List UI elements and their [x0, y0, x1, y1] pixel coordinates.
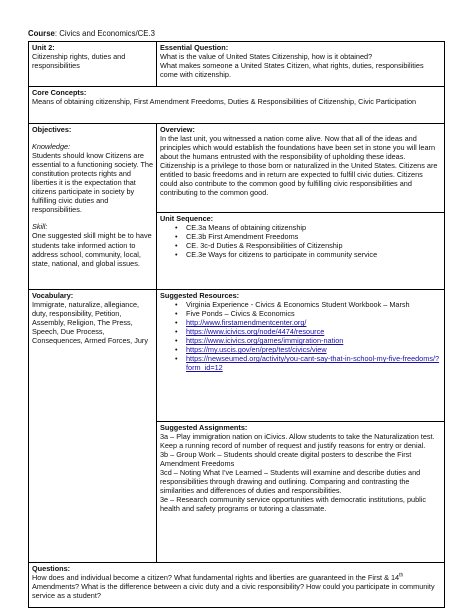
questions-text: How does and individual become a citizen? What fundamental rights and liberties are guaranteed in the First & 14th Amendments? What is the difference between a civic duty and a civic responsibility? How could you participate in community service as a student?: [32, 572, 435, 601]
objectives-cell: [29, 124, 157, 290]
core-concepts-row: [29, 87, 445, 124]
resource-link[interactable]: https://www.icivics.org/node/4474/resource: [186, 327, 325, 337]
course-line: [28, 29, 155, 39]
resources-cell: [157, 290, 445, 422]
bullet-icon: •: [175, 336, 178, 346]
unit-sequence-item: • CE. 3c-d Duties & Responsibilities of Citizenship: [175, 241, 343, 251]
bullet-icon: •: [175, 327, 178, 337]
resource-item: [160, 336, 441, 345]
knowledge-text: Students should know Citizens are essential to a functioning society. The constitution protects rights and liberties it is the expectation that citizens participate in society by fulfilling civic duties and responsibilities.: [32, 151, 154, 215]
bullet-icon: •: [175, 300, 178, 310]
bullet-icon: •: [175, 309, 178, 319]
overview-heading: Overview:: [160, 125, 195, 134]
unit-sequence-cell: [157, 213, 445, 290]
resource-item: [160, 354, 441, 372]
vocabulary-heading: Vocabulary:: [32, 291, 74, 300]
unit-sequence-heading: Unit Sequence:: [160, 214, 214, 223]
bullet-icon: •: [175, 223, 178, 233]
skill-text: One suggested skill might be to have students take informed action to address school, community, local, state, national, and global issues.: [32, 231, 152, 268]
assignments-heading: Suggested Assignments:: [160, 423, 248, 432]
unit-sequence-item: • CE.3e Ways for citizens to participate in community service: [175, 250, 378, 260]
unit-title: Citizenship rights, duties and responsibilities: [32, 52, 126, 71]
unit-sequence-item: • CE.3a Means of obtaining citizenship: [175, 223, 307, 233]
core-concepts-cell: [29, 87, 445, 124]
objectives-overview-row: [29, 124, 445, 213]
bullet-icon: •: [175, 354, 178, 364]
course-value: : Civics and Economics/CE.3: [54, 29, 155, 38]
resources-list: [160, 300, 441, 372]
resource-link[interactable]: http://www.firstamendmentcenter.org/: [186, 318, 307, 328]
unit-heading: Unit 2:: [32, 43, 55, 52]
questions-row: [29, 563, 445, 608]
assignment-3e: 3e – Research community service opportunities with democratic institutions, public health and safety programs or tutoring a classmate.: [160, 495, 427, 514]
unit-row: [29, 42, 445, 87]
assignment-3cd: 3cd – Noting What I've Learned – Students will examine and describe duties and responsibilities through drawing and outlining. Comparing and contrasting the similarities and differences of duties and responsibilities.: [160, 468, 421, 496]
bullet-icon: •: [175, 345, 178, 355]
assignment-3a: 3a – Play immigration nation on iCivics. Allow students to take the Naturalization test. Keep a running record of number of request and justify reasons for entry or denial.: [160, 432, 435, 451]
questions-cell: [29, 563, 445, 608]
core-concepts-text: Means of obtaining citizenship, First Amendment Freedoms, Duties & Responsibilities of Citizenship, Civic Participation: [32, 97, 417, 107]
overview-text: In the last unit, you witnessed a nation come alive. Now that all of the ideas and principles which would establish the foundations have been set in stone you will learn about the humans entrusted with the responsibility of upholding these ideas. Citizenship is a privilege to those born or naturalized in the United States. Citizens are entitled to basic freedoms and in return are expected to fulfill civic duties. Citizens could also contribute to the common good by fulfilling civic responsibilities and contributing to the common good.: [160, 134, 438, 198]
unit-plan-table: [28, 41, 445, 608]
overview-cell: [157, 124, 445, 213]
vocabulary-resources-row: [29, 290, 445, 422]
bullet-icon: •: [175, 232, 178, 242]
unit-cell: [29, 42, 157, 87]
essential-question-heading: Essential Question:: [160, 43, 229, 52]
unit-sequence-item: • CE.3b First Amendment Freedoms: [175, 232, 299, 242]
resource-text: Virginia Experience - Civics & Economics Student Workbook – Marsh: [186, 300, 410, 310]
resources-heading: Suggested Resources:: [160, 291, 240, 300]
questions-heading: Questions:: [32, 564, 71, 573]
unit-sequence-list: [160, 223, 441, 259]
resource-item: [160, 300, 441, 309]
resource-item: [160, 318, 441, 327]
resource-item: [160, 345, 441, 354]
assignments-cell: [157, 422, 445, 563]
bullet-icon: •: [175, 241, 178, 251]
skill-label: Skill:: [32, 222, 48, 232]
vocabulary-cell: [29, 290, 157, 563]
bullet-icon: •: [175, 250, 178, 260]
resource-text: Five Ponds – Civics & Economics: [186, 309, 295, 319]
knowledge-label: Knowledge:: [32, 142, 71, 152]
objectives-heading: Objectives:: [32, 125, 72, 134]
bullet-icon: •: [175, 318, 178, 328]
resource-link[interactable]: https://my.uscis.gov/en/prep/test/civics/view: [186, 345, 327, 355]
vocabulary-text: Immigrate, naturalize, allegiance, duty, responsibility, Petition, Assembly, Religion, The Press, Speech, Due Process, Consequences, Armed Forces, Jury: [32, 300, 148, 346]
essential-question-line-1: What is the value of United States Citizenship, how is it obtained?: [160, 52, 373, 62]
assignment-3b: 3b – Group Work – Students should create digital posters to describe the First Amendment Freedoms: [160, 450, 412, 469]
essential-question-cell: [157, 42, 445, 87]
resource-item: [160, 309, 441, 318]
resource-link[interactable]: https://newseumed.org/activity/you-cant-say-that-in-school-my-five-freedoms/?form_id=12: [186, 354, 440, 373]
core-concepts-heading: Core Concepts:: [32, 88, 87, 97]
resource-link[interactable]: https://www.icivics.org/games/immigration-nation: [186, 336, 344, 346]
course-label: Course: [28, 29, 55, 38]
resource-item: [160, 327, 441, 336]
essential-question-line-2: What makes someone a United States Citizen, what rights, duties, responsibilities come with citizenship.: [160, 61, 424, 80]
